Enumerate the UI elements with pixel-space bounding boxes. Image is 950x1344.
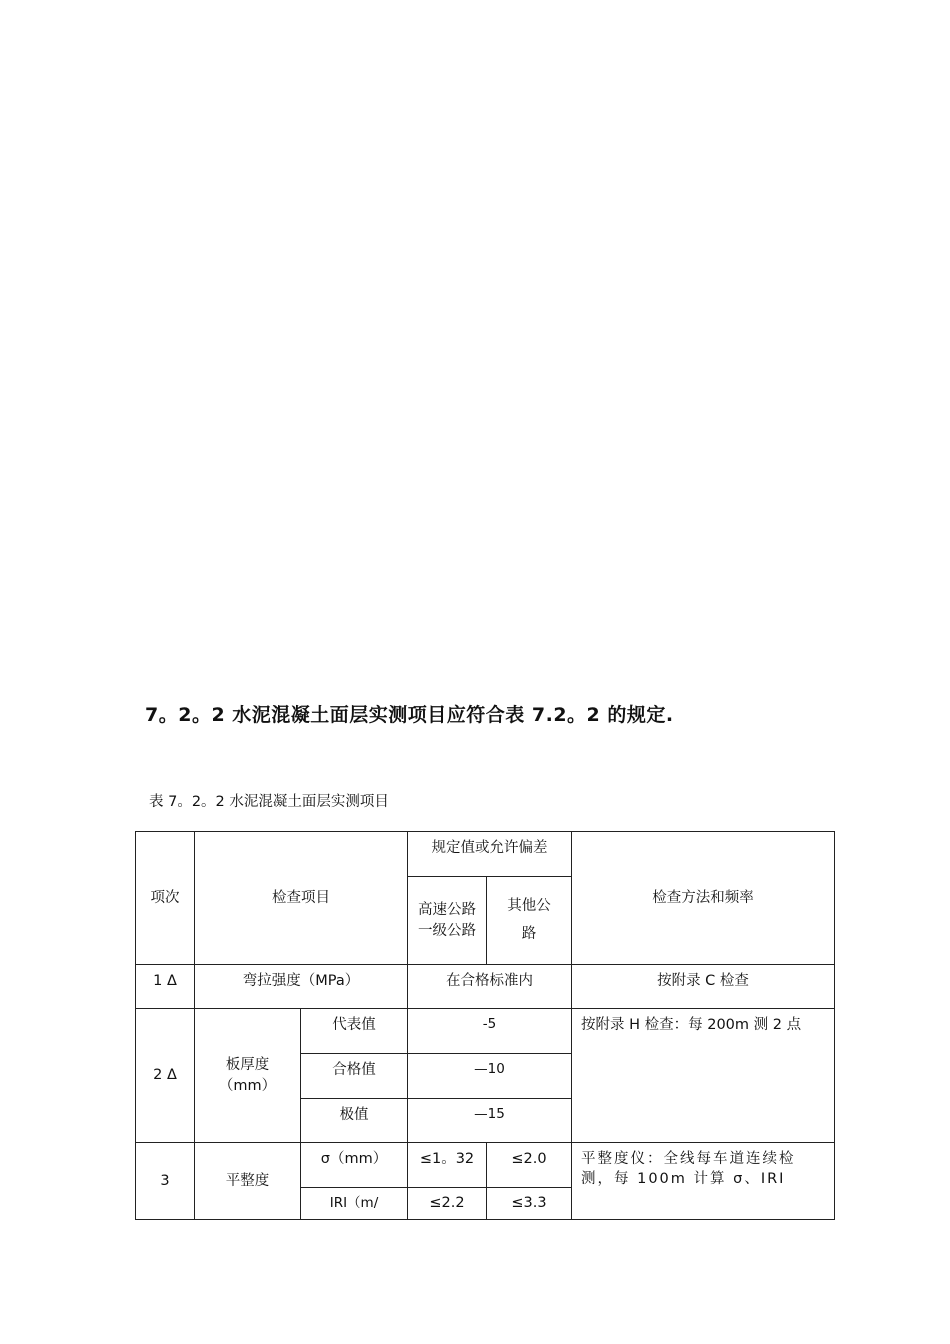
row3-other: ≤2.0 <box>487 1143 572 1188</box>
row2-item-line2: （mm） <box>218 1077 277 1094</box>
row3-highway: ≤2.2 <box>408 1188 487 1220</box>
row3-sub-name: σ（mm） <box>301 1143 408 1188</box>
header-item-no: 项次 <box>136 832 195 965</box>
header-highway <box>408 877 487 965</box>
header-spec-value: 规定值或允许偏差 <box>408 832 572 877</box>
row1-value: 在合格标准内 <box>408 965 572 1009</box>
row2-sub-name: 代表值 <box>301 1009 408 1054</box>
header-check-item: 检查项目 <box>195 832 408 965</box>
row1-no: 1 Δ <box>136 965 195 1009</box>
section-heading: 7。2。2 水泥混凝土面层实测项目应符合表 7.2。2 的规定. <box>145 704 674 726</box>
row3-no: 3 <box>136 1143 195 1220</box>
row1-method: 按附录 C 检查 <box>572 965 835 1009</box>
row2-no: 2 Δ <box>136 1009 195 1143</box>
row2-sub-value: —15 <box>408 1099 572 1143</box>
header-other-road <box>487 877 572 965</box>
row2-item-line1: 板厚度 <box>225 1057 270 1074</box>
row2-sub-name: 极值 <box>301 1099 408 1143</box>
row1-item: 弯拉强度（MPa） <box>195 965 408 1009</box>
row3-other: ≤3.3 <box>487 1188 572 1220</box>
row2-sub-value: -5 <box>408 1009 572 1054</box>
header-other-line1: 其他公 <box>507 897 551 914</box>
row3-item: 平整度 <box>195 1143 301 1220</box>
row3-method: 平整度仪：全线每车道连续检测，每 100m 计算 σ、IRI <box>572 1143 835 1220</box>
header-method: 检查方法和频率 <box>572 832 835 965</box>
header-highway-line2: 一级公路 <box>418 922 476 939</box>
row3-sub-name: IRI（m/ <box>301 1188 408 1220</box>
inspection-table <box>135 831 835 1220</box>
row2-item <box>195 1009 301 1143</box>
header-other-line2: 路 <box>521 925 537 942</box>
row2-sub-name: 合格值 <box>301 1054 408 1099</box>
row2-sub-value: —10 <box>408 1054 572 1099</box>
row2-method: 按附录 H 检查：每 200m 测 2 点 <box>572 1009 835 1143</box>
row3-highway: ≤1。32 <box>408 1143 487 1188</box>
header-highway-line1: 高速公路 <box>418 902 476 919</box>
table-caption: 表 7。2。2 水泥混凝土面层实测项目 <box>149 794 389 810</box>
